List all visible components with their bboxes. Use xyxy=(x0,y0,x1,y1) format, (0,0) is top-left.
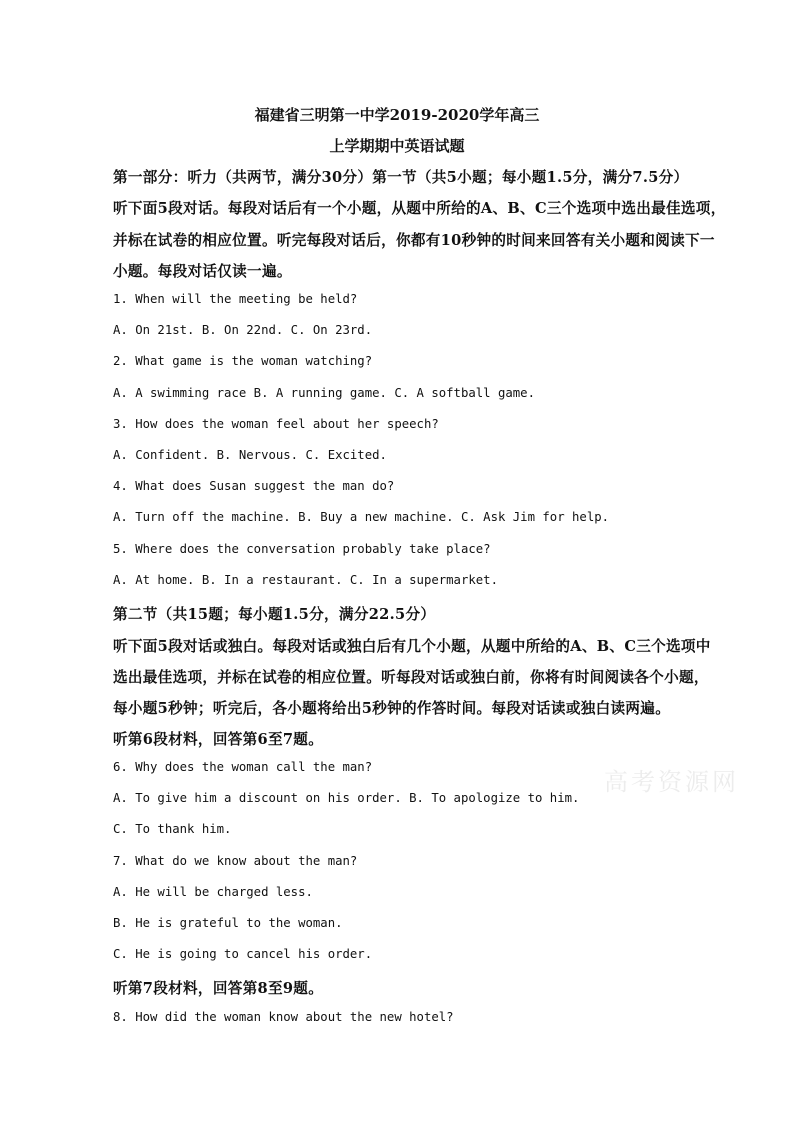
question-6-options: A. To give him a discount on his order. B. To apologize to him. xyxy=(113,791,580,805)
question-4: 4. What does Susan suggest the man do? xyxy=(113,479,395,493)
question-7-option-a: A. He will be charged less. xyxy=(113,885,313,899)
question-7-option-b: B. He is grateful to the woman. xyxy=(113,916,343,930)
question-7: 7. What do we know about the man? xyxy=(113,854,358,868)
section6-heading: 听第6段材料，回答第6至7题。 xyxy=(113,731,324,748)
part1-heading: 第一部分：听力（共两节，满分30分）第一节（共5小题；每小题1.5分，满分7.5分） xyxy=(113,169,689,186)
question-3: 3. How does the woman feel about her speech? xyxy=(113,417,439,431)
watermark: 高考资源网 xyxy=(604,768,739,796)
exam-title-line1: 福建省三明第一中学2019-2020学年高三 xyxy=(254,106,540,124)
question-4-options: A. Turn off the machine. B. Buy a new machine. C. Ask Jim for help. xyxy=(113,510,610,524)
part2-instruction: 选出最佳选项，并标在试卷的相应位置。听每段对话或独白前，你将有时间阅读各个小题， xyxy=(113,669,709,686)
question-6: 6. Why does the woman call the man? xyxy=(113,760,373,774)
question-1-options: A. On 21st. B. On 22nd. C. On 23rd. xyxy=(113,323,373,337)
question-5-options: A. At home. B. In a restaurant. C. In a supermarket. xyxy=(113,573,498,587)
question-5: 5. Where does the conversation probably take place? xyxy=(113,542,491,556)
part1-instruction: 小题。每段对话仅读一遍。 xyxy=(113,263,292,280)
part1-instruction: 听下面5段对话。每段对话后有一个小题，从题中所给的A、B、C三个选项中选出最佳选项， xyxy=(113,200,726,217)
part1-instruction: 并标在试卷的相应位置。听完每段对话后，你都有10秒钟的时间来回答有关小题和阅读下一 xyxy=(113,232,715,249)
question-2: 2. What game is the woman watching? xyxy=(113,354,373,368)
exam-title-line2: 上学期期中英语试题 xyxy=(329,137,465,155)
question-2-options: A. A swimming race B. A running game. C. A softball game. xyxy=(113,386,535,400)
question-7-option-c: C. He is going to cancel his order. xyxy=(113,947,373,961)
question-6-option-c: C. To thank him. xyxy=(113,822,232,836)
question-3-options: A. Confident. B. Nervous. C. Excited. xyxy=(113,448,387,462)
question-8: 8. How did the woman know about the new hotel? xyxy=(113,1010,454,1024)
part2-instruction: 每小题5秒钟；听完后，各小题将给出5秒钟的作答时间。每段对话读或独白读两遍。 xyxy=(113,700,671,717)
part2-instruction: 听下面5段对话或独白。每段对话或独白后有几个小题，从题中所给的A、B、C三个选项中 xyxy=(113,638,711,655)
section7-heading: 听第7段材料，回答第8至9题。 xyxy=(113,980,324,997)
part2-heading: 第二节（共15题；每小题1.5分，满分22.5分） xyxy=(113,606,436,623)
question-1: 1. When will the meeting be held? xyxy=(113,292,358,306)
